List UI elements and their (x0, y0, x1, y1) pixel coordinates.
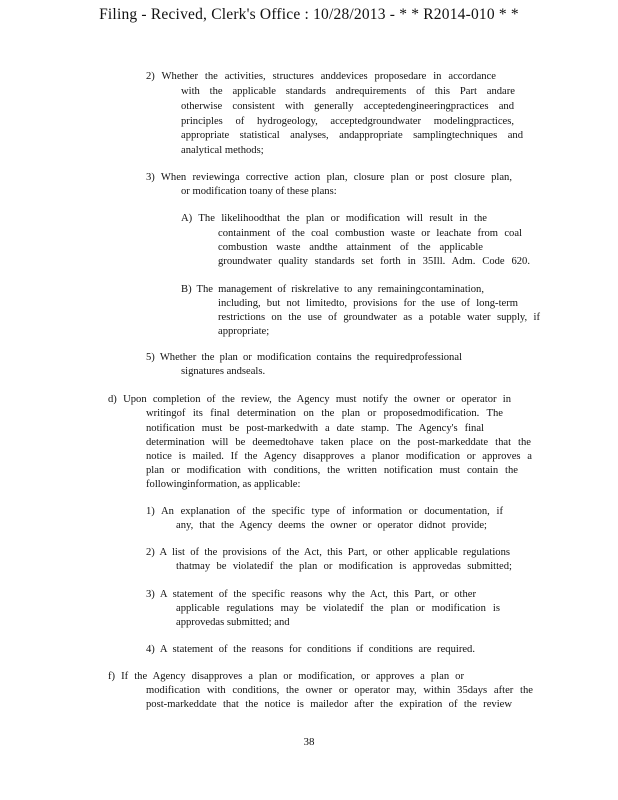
text-line: containment of the coal combustion waste or leachate from coal (218, 228, 522, 239)
page-number: 38 (303, 736, 315, 748)
text-line: principles of hydrogeology, acceptedgroundwater modelingpractices, (181, 116, 514, 127)
text-line: notice is mailed. If the Agency disapproves a planor modification or approves a (146, 451, 532, 462)
text-line: post-markeddate that the notice is mailedor after the expiration of the review (146, 699, 512, 710)
text-line: signatures andseals. (181, 366, 266, 377)
text-line: approvedas submitted; and (176, 617, 290, 628)
text-line: analytical methods; (181, 145, 264, 156)
text-line: 5) Whether the plan or modification contains the requiredprofessional (146, 352, 462, 363)
text-line: A) The likelihoodthat the plan or modification will result in the (181, 213, 487, 224)
text-line: 3) A statement of the specific reasons why the Act, this Part, or other (146, 589, 476, 600)
text-line: 2) A list of the provisions of the Act, this Part, or other applicable regulations (146, 547, 510, 558)
text-line: followinginformation, as applicable: (146, 479, 301, 490)
filing-header: Filing - Recived, Clerk's Office : 10/28/2013 - * * R2014-010 * * (99, 6, 519, 23)
text-line: or modification toany of these plans: (181, 186, 337, 197)
text-line: appropriate; (218, 326, 270, 337)
text-line: 3) When reviewinga corrective action plan, closure plan or post closure plan, (146, 172, 512, 183)
text-line: applicable regulations may be violatedif the plan or modification is (176, 603, 500, 614)
text-line: thatmay be violatedif the plan or modification is approvedas submitted; (176, 561, 512, 572)
text-line: including, but not limitedto, provisions for the use of long-term (218, 298, 518, 309)
text-line: appropriate statistical analyses, andappropriate samplingtechniques and (181, 130, 523, 141)
text-line: 2) Whether the activities, structures anddevices proposedare in accordance (146, 71, 496, 82)
text-line: f) If the Agency disapproves a plan or modification, or approves a plan or (108, 671, 464, 682)
text-line: B) The management of riskrelative to any remainingcontamination, (181, 284, 484, 295)
text-line: with the applicable standards andrequirements of this Part andare (181, 86, 515, 97)
text-line: modification with conditions, the owner or operator may, within 35days after the (146, 685, 533, 696)
text-line: any, that the Agency deems the owner or operator didnot provide; (176, 520, 487, 531)
text-line: writingof its final determination on the plan or proposedmodification. The (146, 408, 503, 419)
text-line: notification must be post-markedwith a date stamp. The Agency's final (146, 423, 484, 434)
text-line: otherwise consistent with generally acceptedengineeringpractices and (181, 101, 514, 112)
text-line: d) Upon completion of the review, the Agency must notify the owner or operator in (108, 394, 511, 405)
text-line: restrictions on the use of groundwater as a potable water supply, if (218, 312, 540, 323)
text-line: groundwater quality standards set forth in 35Ill. Adm. Code 620. (218, 256, 530, 267)
text-line: 1) An explanation of the specific type of information or documentation, if (146, 506, 503, 517)
text-line: determination will be deemedtohave taken place on the post-markeddate that the (146, 437, 531, 448)
text-line: plan or modification with conditions, the written notification must contain the (146, 465, 518, 476)
text-line: 4) A statement of the reasons for conditions if conditions are required. (146, 644, 475, 655)
text-line: combustion waste andthe attainment of the applicable (218, 242, 483, 253)
